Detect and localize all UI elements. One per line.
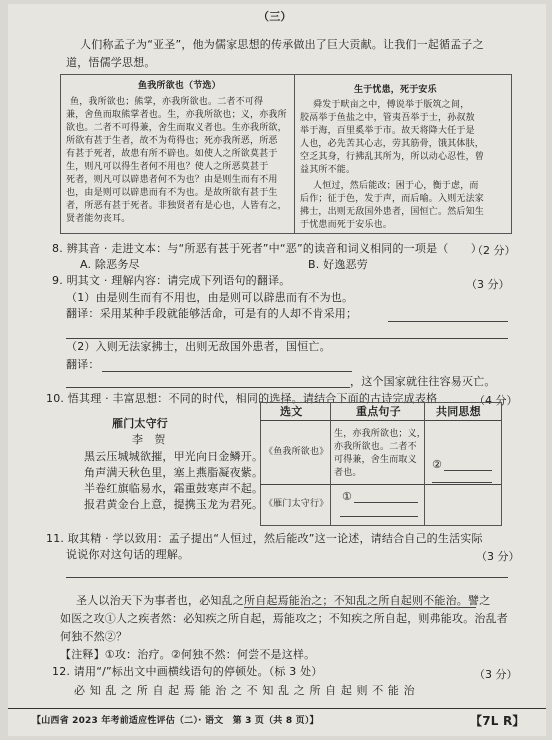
footer-divider — [8, 708, 546, 709]
q9-translation-1: 翻译：采用某种手段就能够活命，可是有的人却不肯采用； — [66, 307, 358, 320]
q9-answer-line-1b[interactable] — [66, 338, 508, 339]
passage-right-line: 拂士，出则无敌国外患者，国恒亡。然后知生 — [300, 207, 485, 217]
q12-passage-line: 如医之攻①人之疾者然：必知疾之所自起，焉能攻之；不知疾之所自起，则弗能攻。治乱者 — [60, 612, 508, 625]
poem-line: 角声满天秋色里，塞上燕脂凝夜紫。 — [84, 466, 264, 479]
q9-item-2: （2）入则无法家拂士，出则无敌国外患者，国恒亡。 — [66, 340, 331, 353]
passage-right-line: 举于海，百里奚举于市。故天将降大任于是 — [300, 126, 475, 136]
passage-right-line: 人恒过，然后能改；困于心，衡于虑，而 — [313, 181, 479, 191]
row1-sentence-line: 可得兼，舍生而取义 — [334, 455, 417, 465]
q12-passage-line: 何独不然②？ — [60, 630, 128, 643]
table-col-divider-1 — [330, 402, 331, 525]
row2-sentence-line[interactable] — [354, 502, 418, 503]
passage-left-line: 所欲有甚于生者，故不为苟得也；死亦我所恶，所恶 — [66, 136, 278, 146]
section-title: （三） — [258, 10, 292, 23]
q9-answer-line-1[interactable] — [388, 321, 508, 322]
passage-right-line: 胶鬲举于鱼盐之中，管夷吾举于士，孙叔敖 — [300, 113, 475, 123]
passage-left-line: 贤者能勿丧耳。 — [66, 214, 131, 224]
q9-translation-2-label: 翻译： — [66, 358, 100, 371]
passage-left-line: 有甚于死者，故患有所不辟也。如使人之所欲莫甚于 — [66, 149, 278, 159]
q12-stem: 12. 请用“/”标出文中画横线语句的停顿处。（标 3 处） — [52, 665, 323, 678]
passage-left-line: 鱼，我所欲也；熊掌，亦我所欲也。二者不可得 — [70, 97, 264, 107]
row1-blank-marker: ② — [432, 458, 443, 471]
q12-note: 【注释】①攻：治疗。②何独不然：何尝不是这样。 — [60, 648, 316, 661]
poem-title: 雁门太守行 — [112, 417, 168, 430]
q8-stem: 8. 辨其音 · 走进文本：与“所恶有甚于死者”中“恶”的读音和词义相同的一项是（ ） — [52, 242, 483, 255]
row1-sentence-line: 者也。 — [334, 468, 362, 478]
row1-thought-line[interactable] — [444, 470, 492, 471]
passage-left-title: 鱼我所欲也（节选） — [138, 81, 221, 91]
row1-thought-line-2[interactable] — [432, 482, 492, 483]
passage-left-line: 欲也。二者不可得兼，舍生而取义者也。生亦我所欲， — [66, 123, 287, 133]
passage-left-line: 兼，舍鱼而取熊掌者也。生，亦我所欲也；义，亦我所 — [66, 110, 287, 120]
q10-stem: 10. 悟其理 · 丰富思想：不同的时代，相同的选择。请结合下面的古诗完成表格 — [46, 392, 438, 405]
q11-answer-line[interactable] — [66, 577, 508, 578]
poem-line: 黑云压城城欲摧，甲光向日金鳞开。 — [84, 450, 264, 463]
row2-source: 《雁门太守行》 — [264, 499, 329, 509]
intro-line-2: 道，悟儒学思想。 — [66, 56, 156, 69]
q11-score: （3 分） — [476, 550, 520, 563]
q12-passage-line: 圣人以治天下为事者也，必知乱之所自起焉能治之；不知乱之所自起则不能治。譬之 — [76, 594, 491, 607]
q11-stem-line-2: 说说你对这句话的理解。 — [66, 548, 190, 561]
row1-sentence-line: 亦我所欲也。二者不 — [334, 442, 417, 452]
footer-right: 【7L R】 — [470, 714, 525, 728]
passage-right-line: 空乏其身，行拂乱其所为，所以动心忍性，曾 — [300, 152, 485, 162]
q8-option-a[interactable]: A. 除恶务尽 — [80, 258, 140, 271]
table-header-thought: 共同思想 — [436, 405, 481, 418]
table-col-divider-2 — [424, 402, 425, 525]
passage-left-line: 也，由是则可以辟患而有不为也。是故所欲有甚于生 — [66, 188, 278, 198]
q9-answer-line-2b[interactable] — [66, 387, 350, 388]
passage-right-line: 舜发于畎亩之中，傅说举于版筑之间， — [313, 100, 470, 110]
q9-answer-line-2[interactable] — [102, 371, 352, 372]
poem-author: 李 贺 — [132, 433, 166, 446]
table-header-divider — [260, 420, 501, 421]
passage-right-title: 生于忧患，死于安乐 — [354, 85, 437, 95]
passage-left-line: 死者，则凡可以辟患者何不为也？由是则生而有不用 — [66, 175, 278, 185]
q12-sentence[interactable]: 必 知 乱 之 所 自 起 焉 能 治 之 不 知 乱 之 所 自 起 则 不 能 治 — [74, 684, 416, 697]
row2-blank-marker: ① — [342, 490, 353, 503]
intro-line-1: 人们称孟子为“亚圣”，他为儒家思想的传承做出了巨大贡献。让我们一起循孟子之 — [80, 38, 484, 51]
poem-line: 半卷红旗临易水，霜重鼓寒声不起。 — [84, 482, 264, 495]
q8-score: （2 分） — [472, 244, 516, 257]
passage-right-line: 于忧患而死于安乐也。 — [300, 220, 393, 230]
footer-left: 【山西省 2023 年考前适应性评估（二）· 语文 第 3 页（共 8 页）】 — [32, 716, 319, 726]
row2-sentence-line-2[interactable] — [340, 516, 418, 517]
poem-line: 报君黄金台上意，提携玉龙为君死。 — [84, 498, 264, 511]
q8-option-b[interactable]: B. 好逸恶劳 — [308, 258, 368, 271]
passage-left-line: 生，则凡可以得生者何不用也？使人之所恶莫甚于 — [66, 162, 269, 172]
passage-right-line: 益其所不能。 — [300, 165, 356, 175]
q11-stem-line-1: 11. 取其精 · 学以致用：孟子提出“人恒过，然后能改”这一论述，请结合自己的生活实际 — [46, 532, 483, 545]
q12-score: （3 分） — [474, 668, 518, 681]
q9-item-1: （1）由是则生而有不用也，由是则可以辟患而有不为也。 — [66, 291, 354, 304]
row1-sentence-line: 生，亦我所欲也；义， — [334, 429, 427, 439]
q12-underline — [244, 607, 476, 608]
exam-page — [8, 4, 546, 736]
table-row-divider — [260, 484, 501, 485]
q9-translation-2-end: ，这个国家就往往容易灭亡。 — [350, 375, 496, 388]
q9-stem: 9. 明其文 · 理解内容：请完成下列语句的翻译。 — [52, 274, 291, 287]
passage-left-line: 者，所恶有甚于死者。非独贤者有是心也，人皆有之， — [66, 201, 287, 211]
passage-right-line: 后作；征于色，发于声，而后喻。入则无法家 — [300, 194, 485, 204]
passage-right-line: 人也，必先苦其心志，劳其筋骨，饿其体肤， — [300, 139, 485, 149]
q10-score: （4 分） — [474, 394, 518, 407]
q9-score: （3 分） — [466, 278, 510, 291]
passage-divider — [294, 74, 295, 234]
table-header-sentence: 重点句子 — [356, 405, 401, 418]
table-header-source: 选文 — [280, 405, 303, 418]
row1-source: 《鱼我所欲也》 — [264, 447, 329, 457]
